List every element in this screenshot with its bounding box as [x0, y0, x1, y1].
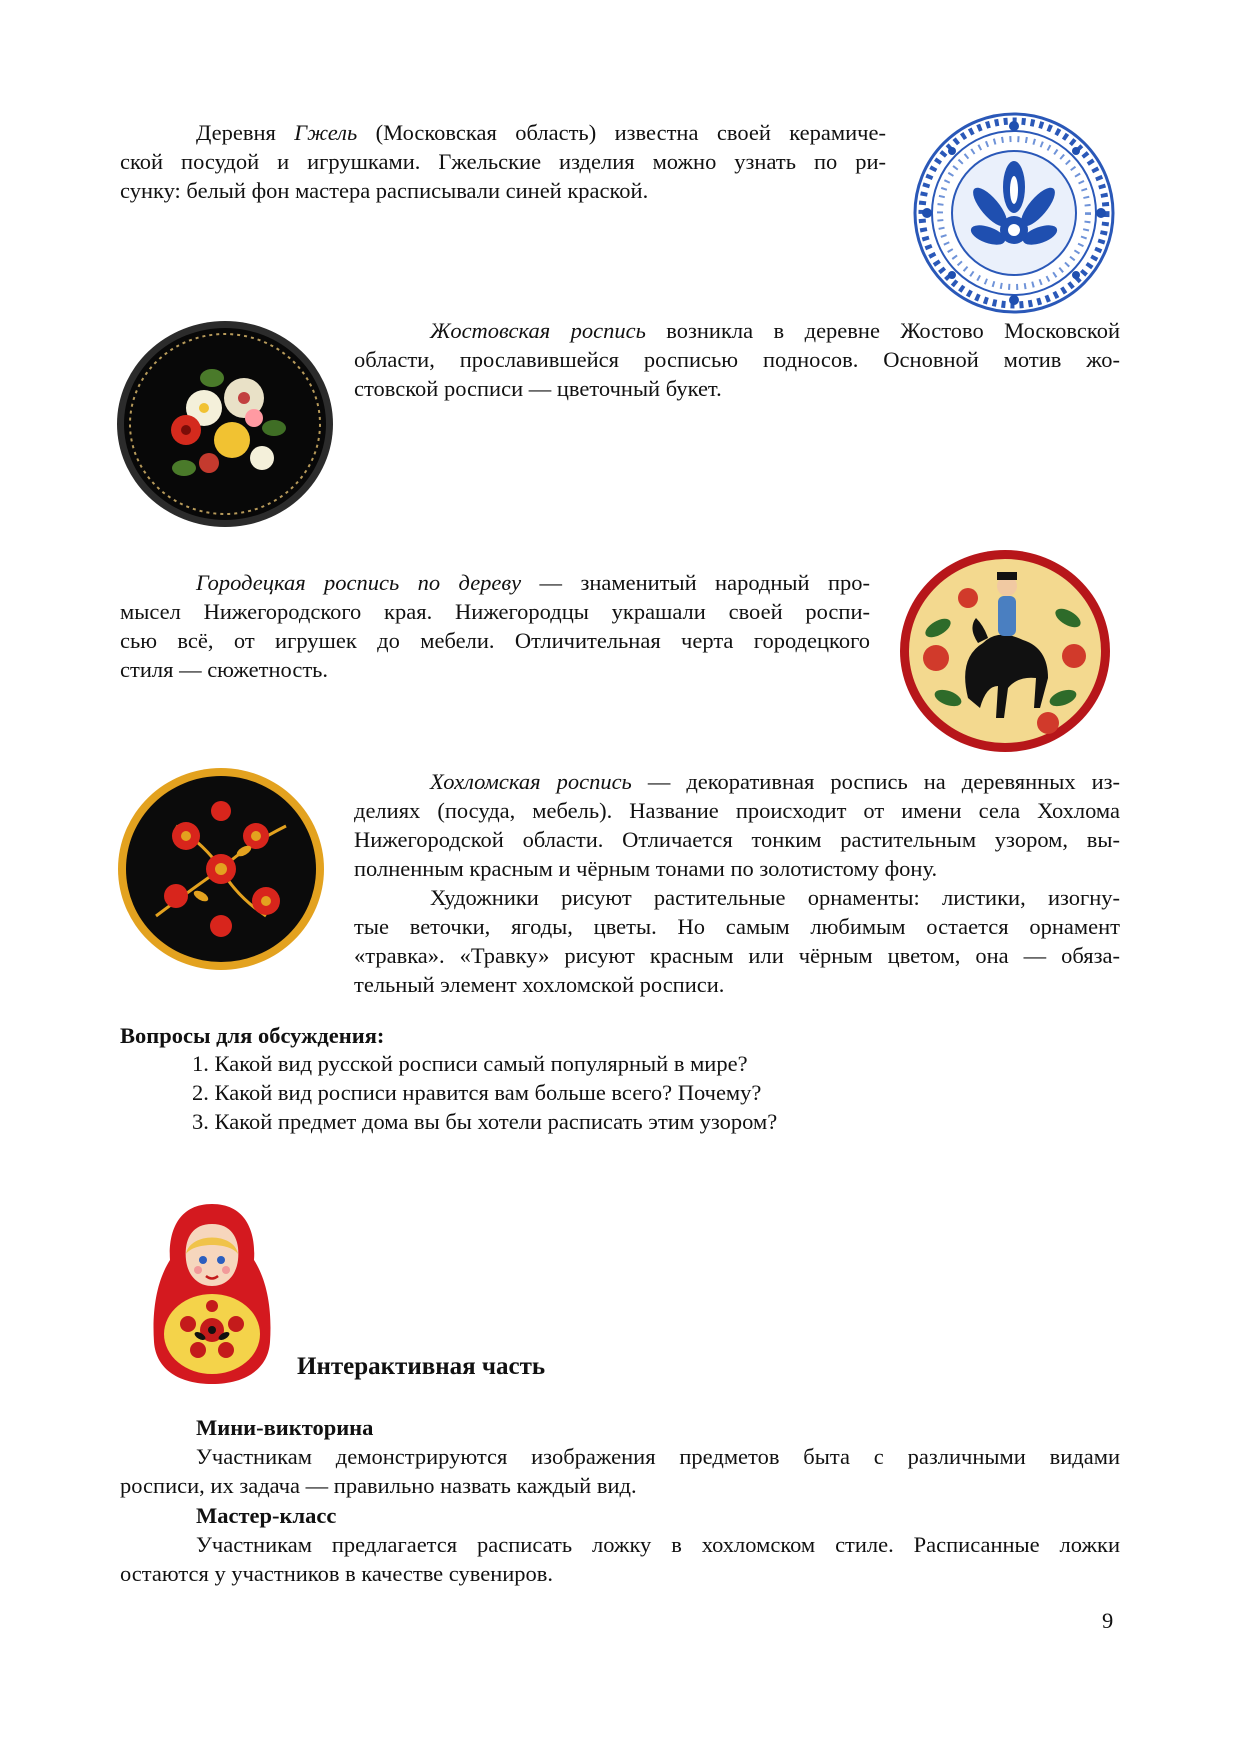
- master-class-paragraph: [120, 1530, 1120, 1588]
- khokhloma-paragraph: [354, 767, 1120, 999]
- master-line-1: Участникам предлагается расписать ложку в хохломском стиле. Расписанные ложки: [196, 1532, 1120, 1557]
- questions-heading: Вопросы для обсуждения:: [120, 1023, 385, 1048]
- matryoshka-image: [150, 1202, 274, 1386]
- gzhel-line-3: сунку: белый фон мастера расписывали синей краской.: [120, 178, 649, 203]
- gorodets-line-2: мысел Нижегородского края. Нижегородцы украшали своей роспи-: [120, 599, 870, 624]
- zhostovo-paragraph: [354, 316, 1120, 403]
- khokhloma-plate-image: [116, 766, 326, 972]
- question-3: 3. Какой предмет дома вы бы хотели расписать этим узором?: [192, 1109, 778, 1134]
- khokhloma-line-4: полненным красным и чёрным тонами по золотистому фону.: [354, 856, 938, 881]
- zhostovo-line-3: стовской росписи — цветочный букет.: [354, 376, 722, 401]
- gorodets-plate-image: [898, 548, 1112, 754]
- gorodets-line-3: сью всё, от игрушек до мебели. Отличительная черта городецкого: [120, 628, 870, 653]
- gzhel-line-1: Деревня Гжель (Московская область) известна своей керамиче-: [196, 120, 886, 145]
- quiz-title: Мини-викторина: [196, 1415, 374, 1440]
- quiz-line-2: росписи, их задача — правильно назвать каждый вид.: [120, 1473, 637, 1498]
- khokhloma-line-6: тые веточки, ягоды, цветы. Но самым любимым остается орнамент: [354, 914, 1120, 939]
- khokhloma-line-7: «травка». «Травку» рисуют красным или чёрным цветом, она — обяза-: [354, 943, 1120, 968]
- question-1: 1. Какой вид русской росписи самый популярный в мире?: [192, 1051, 748, 1076]
- gorodets-paragraph: [120, 568, 870, 684]
- gorodets-line-4: стиля — сюжетность.: [120, 657, 329, 682]
- khokhloma-line-3: Нижегородской области. Отличается тонким растительным узором, вы-: [354, 827, 1120, 852]
- zhostovo-line-2: области, прославившейся росписью подносов. Основной мотив жо-: [354, 347, 1120, 372]
- zhostovo-line-1: Жостовская роспись возникла в деревне Жостово Московской: [430, 318, 1120, 343]
- khokhloma-line-2: делиях (посуда, мебель). Название происходит от имени села Хохлома: [354, 798, 1120, 823]
- khokhloma-line-8: тельный элемент хохломской росписи.: [354, 972, 725, 997]
- khokhloma-line-1: Хохломская роспись — декоративная роспись на деревянных из-: [430, 769, 1121, 794]
- master-class-title: Мастер-класс: [196, 1503, 337, 1528]
- gzhel-plate-image: [910, 112, 1118, 314]
- gzhel-line-2: ской посудой и игрушками. Гжельские изделия можно узнать по ри-: [120, 149, 886, 174]
- khokhloma-line-5: Художники рисуют растительные орнаменты: листики, изогну-: [430, 885, 1120, 910]
- gorodets-line-1: Городецкая роспись по дереву — знаменитый народный про-: [196, 570, 870, 595]
- page-number: 9: [1102, 1608, 1114, 1633]
- quiz-paragraph: [120, 1442, 1120, 1500]
- gzhel-paragraph: [120, 118, 886, 205]
- quiz-line-1: Участникам демонстрируются изображения предметов быта с различными видами: [196, 1444, 1120, 1469]
- master-line-2: остаются у участников в качестве сувениров.: [120, 1561, 554, 1586]
- zhostovo-tray-image: [114, 318, 336, 530]
- interactive-heading: Интерактивная часть: [297, 1353, 546, 1380]
- question-2: 2. Какой вид росписи нравится вам больше всего? Почему?: [192, 1080, 762, 1105]
